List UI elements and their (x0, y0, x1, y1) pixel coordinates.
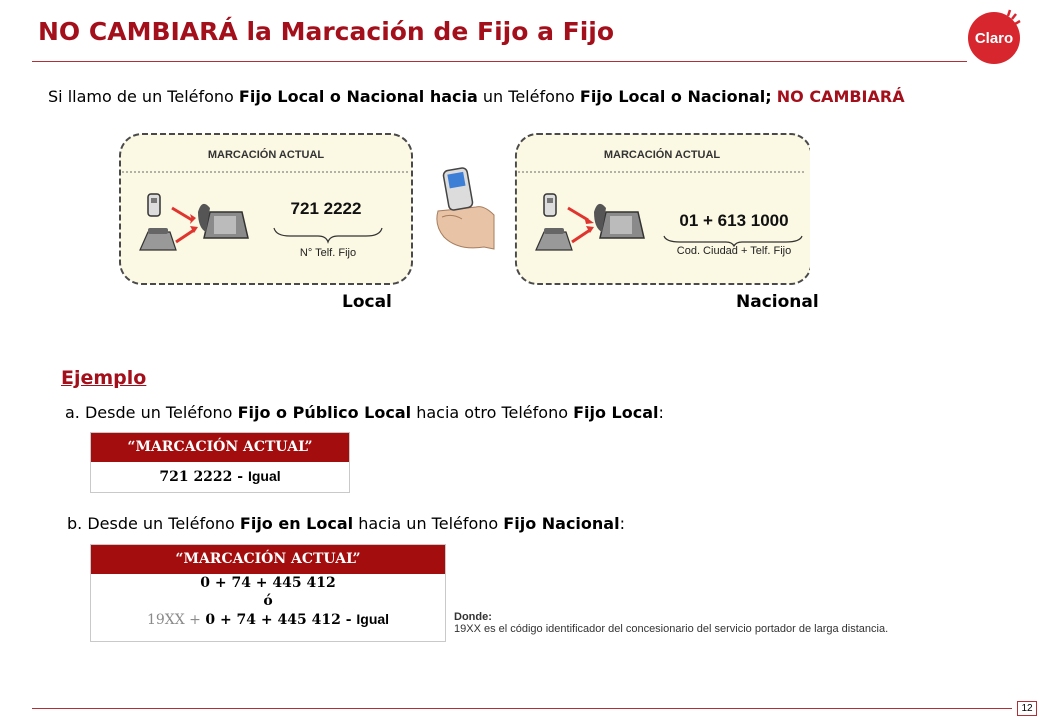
example-b-table (90, 544, 446, 642)
example-a-table (90, 432, 350, 493)
table-header: “MARCACIÓN ACTUAL” (91, 545, 445, 574)
page-title: NO CAMBIARÁ la Marcación de Fijo a Fijo (38, 17, 615, 46)
table-row: ó (263, 593, 273, 609)
panel-sublabel: Cod. Ciudad + Telf. Fijo (676, 245, 792, 257)
table-row: 721 2222 - Igual (159, 468, 281, 485)
panel-heading: MARCACIÓN ACTUAL (207, 149, 325, 161)
example-b-text: b. Desde un Teléfono Fijo en Local hacia un Teléfono Fijo Nacional: (67, 514, 625, 533)
hand-holding-phone-icon (428, 165, 496, 251)
footer-divider (32, 708, 1012, 709)
footnote-text: 19XX es el código identificador del concesionario del servicio portador de larga distancia. (454, 623, 889, 635)
nacional-caption: Nacional (736, 292, 819, 312)
table-row: 0 + 74 + 445 412 (200, 575, 336, 591)
footnote (454, 611, 888, 635)
panel-number: 721 2222 (290, 199, 362, 218)
local-dialing-panel (118, 132, 414, 286)
panel-sublabel: N° Telf. Fijo (299, 247, 357, 259)
logo-text: Claro (974, 30, 1014, 47)
nacional-dialing-panel (514, 132, 810, 286)
page-number: 12 (1017, 701, 1037, 716)
mobile-phone-icon (148, 194, 160, 216)
intro-text: Si llamo de un Teléfono Fijo Local o Nacional hacia un Teléfono Fijo Local o Nacional; NO CAMBIARÁ (48, 87, 905, 106)
table-header: “MARCACIÓN ACTUAL” (91, 433, 349, 462)
mobile-phone-icon (544, 194, 556, 216)
example-heading: Ejemplo (61, 367, 147, 389)
local-caption: Local (342, 292, 392, 312)
footnote-label: Donde: (454, 611, 492, 623)
panel-heading: MARCACIÓN ACTUAL (603, 149, 721, 161)
table-row: 19XX + 0 + 74 + 445 412 - Igual (146, 611, 390, 628)
claro-logo-icon (964, 6, 1024, 66)
title-divider (32, 61, 967, 62)
example-a-text: a. Desde un Teléfono Fijo o Público Local hacia otro Teléfono Fijo Local: (65, 403, 664, 422)
panel-number: 01 + 613 1000 (679, 211, 789, 230)
